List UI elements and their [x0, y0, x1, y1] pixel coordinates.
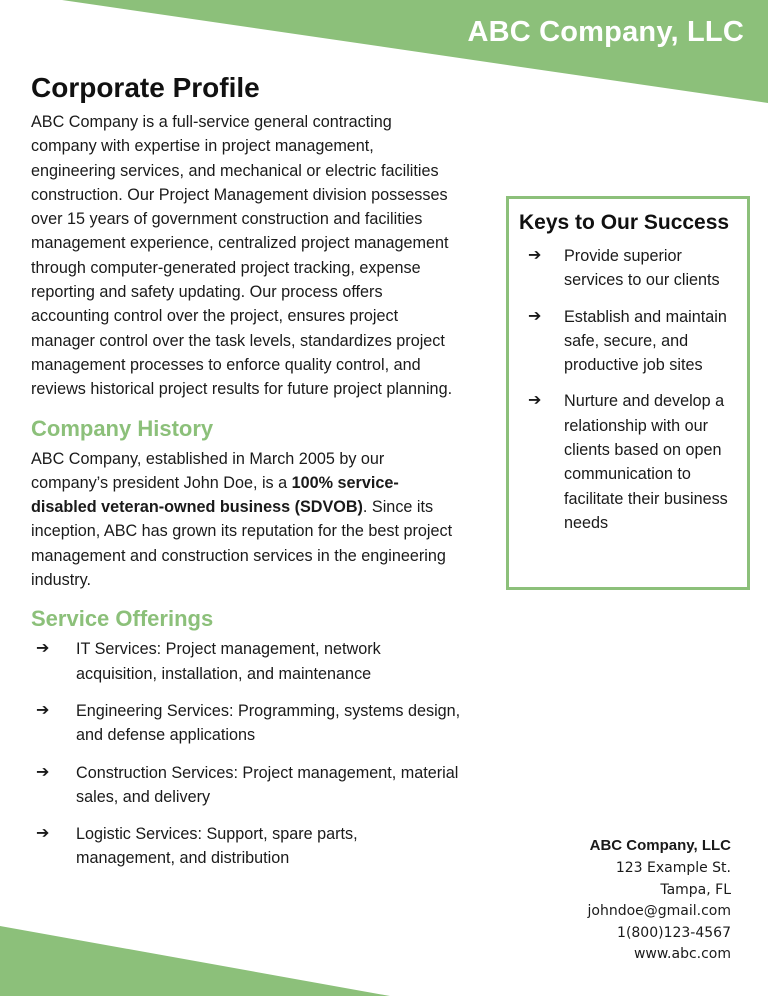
arrow-icon: ➔	[528, 247, 542, 264]
arrow-icon: ➔	[528, 392, 542, 410]
contact-street: 123 Example St.	[615, 860, 731, 876]
key-item-text: Establish and maintain safe, secure, and productive job sites	[564, 307, 727, 375]
service-item-text: IT Services: Project management, network acquisition, installation, and maintenance	[76, 640, 381, 683]
arrow-icon: ➔	[36, 825, 50, 843]
list-item	[31, 822, 461, 871]
history-heading: Company History	[31, 415, 214, 441]
service-item-text: Engineering Services: Programming, systems design, and defense applications	[76, 701, 461, 745]
list-item	[31, 761, 461, 810]
footer-shape	[0, 926, 400, 996]
list-item	[31, 637, 461, 686]
arrow-icon: ➔	[528, 307, 542, 325]
page-title: Corporate Profile	[31, 72, 260, 103]
services-list	[31, 637, 461, 870]
main-column	[31, 72, 461, 884]
contact-email: johndoe@gmail.com	[587, 903, 731, 919]
services-heading: Service Offerings	[31, 606, 214, 632]
service-item-text: Logistic Services: Support, spare parts, management, and distribution	[76, 825, 358, 868]
profile-paragraph: ABC Company is a full-service general contracting company with expertise in project management, engineering services, and mechanical or electric facilities construction. Our Project Management division possesses over 15 years of government construction and facilities management experience, centralized project management through computer-generated project tracking, expense reporting and safety updating. Our process offers accounting control over the project, ensures project manager control over the task levels, standardizes project management processes to enforce quality control, and reviews historical project results for future project planning.	[31, 113, 453, 399]
keys-to-success-box	[506, 196, 750, 590]
history-text-before: ABC Company, established in March 2005 by our company’s president John Doe, is a	[31, 449, 385, 492]
contact-website: www.abc.com	[633, 946, 731, 962]
list-item	[519, 244, 737, 293]
list-item	[31, 699, 461, 748]
keys-list	[519, 244, 737, 535]
arrow-icon: ➔	[36, 763, 50, 781]
key-item-text: Provide superior services to our clients	[564, 247, 720, 290]
arrow-icon: ➔	[36, 701, 50, 719]
contact-company-name: ABC Company, LLC	[589, 837, 731, 854]
contact-phone: 1(800)123-4567	[617, 924, 731, 941]
arrow-icon: ➔	[36, 640, 50, 658]
history-bold-text: 100% service-disabled veteran-owned business (SDVOB)	[31, 473, 399, 517]
list-item	[519, 389, 737, 535]
keys-heading: Keys to Our Success	[519, 211, 730, 234]
header-company-name: ABC Company, LLC	[467, 16, 744, 48]
service-item-text: Construction Services: Project management, material sales, and delivery	[76, 763, 459, 806]
contact-city: Tampa, FL	[660, 881, 731, 898]
list-item	[519, 305, 737, 378]
contact-block	[588, 834, 732, 966]
history-text-after: . Since its inception, ABC has grown its reputation for the best project management and construction services in the engineering industry.	[31, 498, 453, 590]
history-paragraph	[31, 447, 461, 593]
key-item-text: Nurture and develop a relationship with our clients based on open communication to facilitate their business needs	[564, 392, 728, 532]
